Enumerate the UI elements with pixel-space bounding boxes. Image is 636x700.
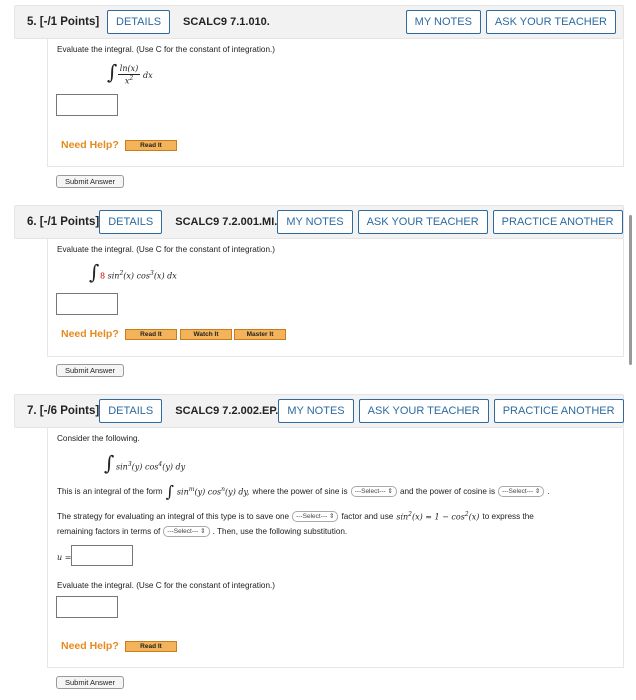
my-notes-button[interactable]: MY NOTES bbox=[278, 399, 353, 423]
u-label: u = bbox=[57, 553, 72, 562]
strategy-text-a: The strategy for evaluating an integral of this type is to save one bbox=[57, 512, 290, 521]
question-code: SCALC9 7.1.010. bbox=[183, 16, 270, 28]
details-button[interactable]: DETAILS bbox=[107, 10, 170, 34]
variable-select[interactable]: ---Select--- ⇕ bbox=[163, 526, 209, 537]
form-sentence: This is an integral of the form ∫ $\sin^m(y)$ $\cos^n(y)$ dy, where the power of sine is ---Select--- ⇕ and the power of cosine is ---Select--- ⇕ . bbox=[57, 481, 550, 501]
integral-sign: ∫ bbox=[165, 481, 174, 501]
need-help-label: Need Help? bbox=[61, 139, 119, 151]
need-help-label: Need Help? bbox=[61, 640, 119, 652]
need-help-label: Need Help? bbox=[61, 328, 119, 340]
read-it-button[interactable]: Read It bbox=[125, 641, 177, 652]
practice-another-button[interactable]: PRACTICE ANOTHER bbox=[493, 210, 623, 234]
question-code: SCALC9 7.2.002.EP. bbox=[175, 405, 279, 417]
ask-your-teacher-button[interactable]: ASK YOUR TEACHER bbox=[358, 210, 488, 234]
form-text: This is an integral of the form bbox=[57, 487, 163, 496]
question-number: 7. [-/6 Points] bbox=[27, 405, 100, 417]
ask-your-teacher-button[interactable]: ASK YOUR TEACHER bbox=[486, 10, 616, 34]
question-number: 6. [-/1 Points] bbox=[27, 216, 100, 228]
remaining-sentence bbox=[57, 526, 347, 537]
details-button[interactable]: DETAILS bbox=[99, 399, 162, 423]
u-substitution-input[interactable] bbox=[71, 545, 133, 566]
strategy-sentence bbox=[57, 511, 534, 522]
practice-another-button[interactable]: PRACTICE ANOTHER bbox=[494, 399, 624, 423]
integrand: $\sin^3(y)$ $\cos^4(y)$ dy bbox=[116, 461, 186, 472]
details-button[interactable]: DETAILS bbox=[99, 210, 162, 234]
question-code: SCALC9 7.2.001.MI. bbox=[175, 216, 278, 228]
question-5-header bbox=[14, 5, 624, 39]
then-text: . Then, use the following substitution. bbox=[212, 527, 348, 536]
scrollbar[interactable] bbox=[629, 215, 632, 365]
my-notes-button[interactable]: MY NOTES bbox=[277, 210, 352, 234]
watch-it-button[interactable]: Watch It bbox=[180, 329, 232, 340]
question-prompt: Evaluate the integral. (Use C for the constant of integration.) bbox=[57, 45, 275, 54]
integral-sign: ∫ bbox=[107, 60, 118, 84]
intro-text: Consider the following. bbox=[57, 434, 140, 443]
question-number: 5. [-/1 Points] bbox=[27, 16, 100, 28]
cosine-power-select[interactable]: ---Select--- ⇕ bbox=[498, 486, 544, 497]
general-form: $\sin^m(y)$ $\cos^n(y)$ dy, bbox=[176, 486, 250, 497]
master-it-button[interactable]: Master It bbox=[234, 329, 286, 340]
question-prompt: Evaluate the integral. (Use C for the constant of integration.) bbox=[57, 581, 275, 590]
submit-answer-button[interactable]: Submit Answer bbox=[56, 175, 124, 188]
differential: dx bbox=[143, 71, 153, 80]
integral-sign: ∫ bbox=[104, 451, 115, 475]
question-prompt: Evaluate the integral. (Use C for the constant of integration.) bbox=[57, 245, 275, 254]
submit-answer-button[interactable]: Submit Answer bbox=[56, 676, 124, 689]
power-cosine-text: and the power of cosine is bbox=[399, 487, 496, 496]
answer-input[interactable] bbox=[56, 293, 118, 315]
answer-input[interactable] bbox=[56, 596, 118, 618]
strategy-text-b: factor and use bbox=[341, 512, 394, 521]
ask-your-teacher-button[interactable]: ASK YOUR TEACHER bbox=[359, 399, 489, 423]
power-sine-text: where the power of sine is bbox=[252, 487, 348, 496]
remaining-text: remaining factors in terms of bbox=[57, 527, 161, 536]
integral-sign: ∫ bbox=[89, 260, 100, 284]
question-7-header bbox=[14, 394, 624, 428]
integrand: 8 $\sin^2(x)$ $\cos^3(x)$ dx bbox=[100, 270, 177, 281]
question-6-header bbox=[14, 205, 624, 239]
submit-answer-button[interactable]: Submit Answer bbox=[56, 364, 124, 377]
read-it-button[interactable]: Read It bbox=[125, 329, 177, 340]
answer-input[interactable] bbox=[56, 94, 118, 116]
read-it-button[interactable]: Read It bbox=[125, 140, 177, 151]
factor-select[interactable]: ---Select--- ⇕ bbox=[292, 511, 338, 522]
strategy-text-c: to express the bbox=[482, 512, 534, 521]
my-notes-button[interactable]: MY NOTES bbox=[406, 10, 481, 34]
sine-power-select[interactable]: ---Select--- ⇕ bbox=[351, 486, 397, 497]
integrand-fraction: ln(x) $x^2$ bbox=[119, 64, 139, 86]
identity: $\sin^2(x) = 1 - \cos^2(x)$ bbox=[396, 511, 480, 522]
